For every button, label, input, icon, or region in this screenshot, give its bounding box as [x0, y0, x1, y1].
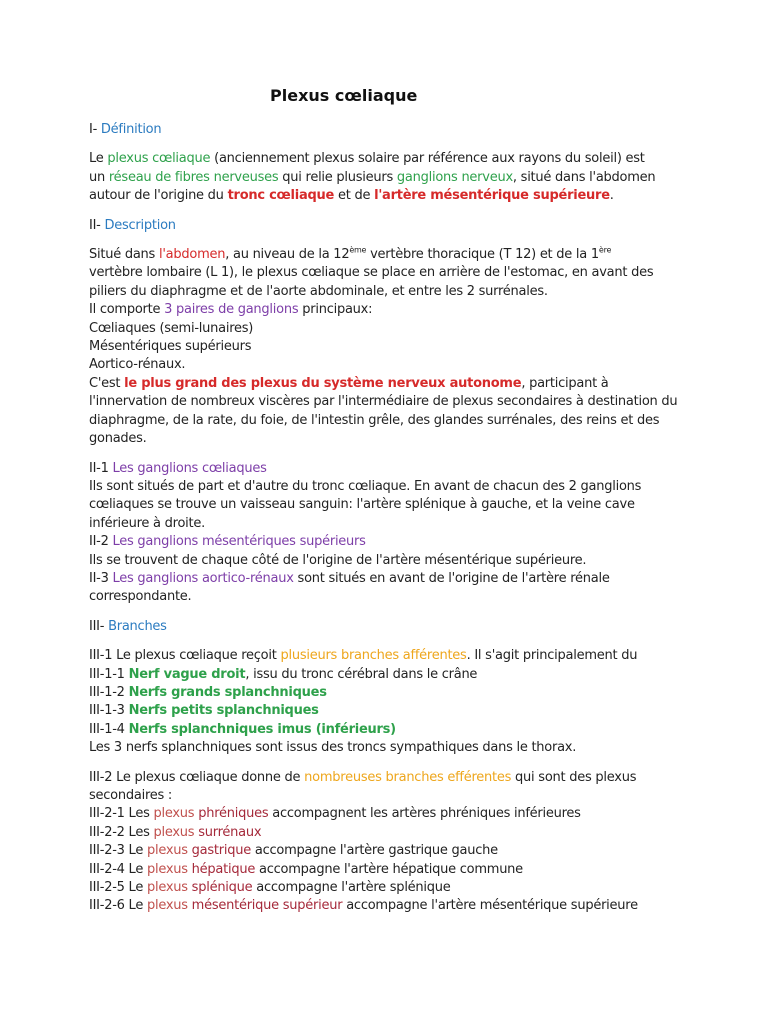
text: Le [89, 151, 108, 167]
list-item [89, 666, 689, 684]
nerve-name: Nerfs petits splanchniques [128, 703, 319, 719]
nerve-name: Nerf vague droit [128, 666, 246, 682]
text: vertèbre thoracique (T 12) et de la 1 [366, 247, 599, 263]
nerve-name: Nerfs splanchniques imus (inférieurs) [128, 721, 396, 737]
highlight-term: ganglions nerveux [396, 169, 513, 185]
text-line: correspondante. [89, 589, 192, 605]
text-line [89, 187, 689, 205]
text-line: Ils sont situés de part et d'autre du tronc cœliaque. En avant de chacun des 2 ganglions [89, 478, 642, 494]
text-line [89, 301, 689, 319]
text: qui sont des plexus [511, 769, 637, 785]
text: sont situés en avant de l'origine de l'artère rénale [293, 570, 610, 586]
description-paragraph [89, 246, 689, 448]
text-line [89, 769, 689, 787]
highlight-term: tronc cœliaque [227, 188, 335, 204]
text: , situé dans l'abdomen [512, 169, 656, 185]
text-line: diaphragme, de la rate, du foie, de l'intestin grêle, des glandes surrénales, des reins et des [89, 412, 660, 428]
item-number: III-1-1 [89, 666, 129, 682]
afferent-paragraph [89, 647, 689, 757]
document-body [89, 121, 689, 916]
subsection-number: II-3 [89, 570, 113, 586]
text: accompagne l'artère splénique [252, 880, 451, 896]
text-line [89, 375, 689, 393]
item-number: III-2-6 Le [89, 898, 147, 914]
plexus-name: surrénaux [194, 824, 262, 840]
section-heading-branches [89, 618, 689, 636]
section-number: I- [89, 122, 101, 137]
superscript: ère [598, 245, 612, 255]
text-line [89, 150, 689, 168]
text-line: vertèbre lombaire (L 1), le plexus cœliaque se place en arrière de l'estomac, en avant des [89, 265, 654, 281]
list-item [89, 824, 689, 842]
item-number: III-1-3 [89, 703, 129, 719]
section-title: Description [104, 217, 176, 233]
text: accompagnent les artères phréniques inférieures [268, 806, 581, 822]
text: , au niveau de la 12 [225, 247, 350, 263]
text: Il comporte [89, 302, 165, 318]
item-number: III-2-2 Les [89, 824, 154, 840]
text-line: Les 3 nerfs splanchniques sont issus des troncs sympathiques dans le thorax. [89, 740, 577, 756]
text: qui relie plusieurs [278, 169, 397, 185]
highlight-term: nombreuses branches efférentes [304, 769, 512, 785]
plexus-word: plexus [153, 806, 195, 822]
text: , issu du tronc cérébral dans le crâne [245, 666, 478, 682]
plexus-name: phréniques [194, 806, 269, 822]
plexus-name: gastrique [187, 843, 251, 859]
section-number: II- [89, 217, 105, 233]
plexus-name: mésentérique supérieur [187, 898, 343, 914]
section-title: Définition [100, 122, 162, 137]
efferent-paragraph [89, 769, 689, 916]
highlight-term: plexus cœliaque [107, 151, 211, 167]
nerve-name: Nerfs grands splanchniques [128, 684, 327, 700]
section-heading-description [89, 217, 689, 235]
text: , participant à [521, 375, 609, 391]
text: . Il s'agit principalement du [466, 648, 638, 664]
text: accompagne l'artère hépatique commune [255, 861, 523, 877]
item-number: III-2-5 Le [89, 880, 147, 896]
text: un [89, 169, 109, 185]
text: . [609, 188, 614, 204]
subsection-heading [89, 570, 689, 588]
highlight-term: réseau de fibres nerveuses [108, 169, 279, 185]
list-item [89, 684, 689, 702]
list-item [89, 861, 689, 879]
highlight-term: 3 paires de ganglions [164, 302, 299, 318]
text-line [89, 169, 689, 187]
list-line: Cœliaques (semi-lunaires) [89, 320, 254, 336]
section-title: Branches [108, 618, 167, 634]
list-item [89, 879, 689, 897]
text: III-1 Le plexus cœliaque reçoit [89, 648, 281, 664]
text-line: l'innervation de nombreux viscères par l'intermédiaire de plexus secondaires à destination du [89, 394, 678, 410]
superscript: ème [349, 245, 367, 255]
item-number: III-2-4 Le [89, 861, 147, 877]
plexus-word: plexus [146, 898, 188, 914]
text: III-2 Le plexus cœliaque donne de [89, 769, 305, 785]
highlight-term: le plus grand des plexus du système nerveux autonome [124, 375, 522, 391]
text: accompagne l'artère gastrique gauche [250, 843, 498, 859]
subsection-heading [89, 460, 689, 478]
text: principaux: [298, 302, 373, 318]
plexus-name: hépatique [187, 861, 256, 877]
ganglions-paragraph [89, 460, 689, 607]
highlight-term: l'artère mésentérique supérieure [374, 188, 610, 204]
list-item [89, 702, 689, 720]
subsection-heading [89, 533, 689, 551]
item-number: III-1-2 [89, 684, 129, 700]
subsection-title: Les ganglions mésentériques supérieurs [112, 534, 366, 550]
section-heading-definition [89, 121, 689, 139]
list-item [89, 842, 689, 860]
section-number: III- [89, 618, 109, 634]
text: autour de l'origine du [89, 188, 228, 204]
plexus-word: plexus [146, 861, 188, 877]
text-line: inférieure à droite. [89, 515, 206, 531]
highlight-term: l'abdomen [158, 247, 226, 263]
text-line: secondaires : [89, 788, 173, 803]
definition-paragraph [89, 150, 689, 205]
plexus-word: plexus [146, 880, 188, 896]
item-number: III-2-3 Le [89, 843, 147, 859]
text: (anciennement plexus solaire par référence aux rayons du soleil) est [210, 151, 645, 167]
text-line [89, 647, 689, 665]
text-line [89, 246, 689, 264]
subsection-title: Les ganglions aortico-rénaux [112, 570, 294, 586]
subsection-number: II-2 [89, 534, 113, 550]
plexus-word: plexus [146, 843, 188, 859]
plexus-word: plexus [153, 824, 195, 840]
text: accompagne l'artère mésentérique supérieure [342, 898, 638, 914]
subsection-number: II-1 [89, 460, 113, 476]
text-line: gonades. [89, 431, 147, 447]
list-item [89, 721, 689, 739]
subsection-title: Les ganglions cœliaques [112, 460, 267, 476]
text: et de [334, 188, 375, 204]
item-number: III-1-4 [89, 721, 129, 737]
text-line: cœliaques se trouve un vaisseau sanguin: l'artère splénique à gauche, et la veine cave [89, 497, 635, 513]
text-line: Ils se trouvent de chaque côté de l'origine de l'artère mésentérique supérieure. [89, 552, 587, 568]
list-line: Mésentériques supérieurs [89, 339, 252, 355]
list-item [89, 897, 689, 915]
page-title: Plexus cœliaque [270, 86, 418, 105]
text: C'est [89, 375, 125, 391]
list-line: Aortico-rénaux. [89, 357, 186, 373]
text-line: piliers du diaphragme et de l'aorte abdominale, et entre les 2 surrénales. [89, 283, 548, 299]
plexus-name: splénique [187, 880, 253, 896]
item-number: III-2-1 Les [89, 806, 154, 822]
highlight-term: plusieurs branches afférentes [280, 648, 467, 664]
text: Situé dans [89, 247, 159, 263]
list-item [89, 805, 689, 823]
